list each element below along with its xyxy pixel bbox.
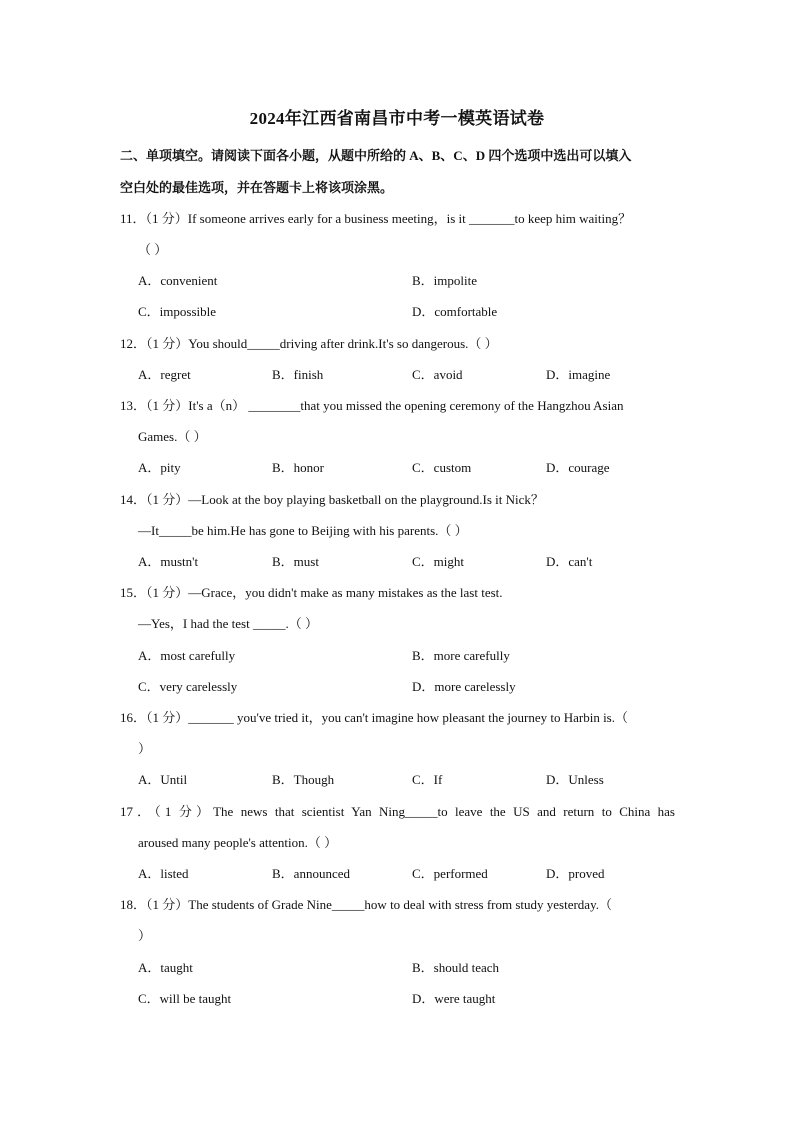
question-18-option-b: B．should teach (412, 960, 500, 975)
question-15-stem: 15．（1 分）—Grace，you didn't make as many mistakes as the last test. (120, 585, 503, 600)
question-14-option-d: D．can't (546, 554, 593, 569)
question-15-option-b: B．more carefully (412, 648, 510, 663)
question-16-continuation: ） (138, 741, 152, 756)
question-18-continuation: ） (138, 928, 152, 943)
question-11-continuation: （ ） (138, 242, 168, 257)
exam-title: 2024年江西省南昌市中考一模英语试卷 (249, 109, 545, 128)
question-15-option-c: C．very carelessly (138, 679, 238, 694)
question-14-option-c: C．might (412, 554, 465, 569)
question-13-option-a: A．pity (138, 460, 181, 475)
question-16-option-c: C．If (412, 772, 443, 787)
question-16-option-b: B．Though (272, 772, 335, 787)
question-16-stem: 16．（1 分）_______ you've tried it，you can't imagine how pleasant the journey to Harbin is.（ (120, 710, 628, 725)
question-14-option-b: B．must (272, 554, 319, 569)
question-17-continuation: aroused many people's attention.（ ） (138, 835, 338, 850)
question-18-stem: 18．（1 分）The students of Grade Nine_____how to deal with stress from study yesterday.（ (120, 897, 612, 912)
question-13-stem: 13．（1 分）It's a（n） ________that you missed the opening ceremony of the Hangzhou Asian (120, 398, 624, 413)
question-12-option-c: C．avoid (412, 367, 463, 382)
question-17-option-d: D．proved (546, 866, 605, 881)
question-16-option-d: D．Unless (546, 772, 604, 787)
question-14-stem: 14．（1 分）—Look at the boy playing basketball on the playground.Is it Nick？ (120, 492, 544, 507)
question-13-continuation: Games.（ ） (138, 429, 207, 444)
question-18-option-d: D．were taught (412, 991, 496, 1006)
question-14-continuation: —It_____be him.He has gone to Beijing with his parents.（ ） (138, 523, 468, 538)
section-instruction-line1: 二、单项填空。请阅读下面各小题，从题中所给的 A、B、C、D 四个选项中选出可以填入 (120, 148, 632, 163)
question-15-option-d: D．more carelessly (412, 679, 516, 694)
question-18-option-c: C．will be taught (138, 991, 232, 1006)
question-11-option-b: B．impolite (412, 273, 478, 288)
question-17-option-b: B．announced (272, 866, 350, 881)
question-12-option-b: B．finish (272, 367, 324, 382)
question-14-option-a: A．mustn't (138, 554, 199, 569)
question-18-option-a: A．taught (138, 960, 193, 975)
question-11-stem: 11．（1 分）If someone arrives early for a business meeting，is it _______to keep him waiting？ (120, 211, 632, 226)
question-13-option-c: C．custom (412, 460, 472, 475)
question-11-option-c: C．impossible (138, 304, 217, 319)
question-13-option-d: D．courage (546, 460, 610, 475)
question-12-stem: 12．（1 分）You should_____driving after drink.It's so dangerous.（ ） (120, 336, 498, 351)
question-11-option-d: D．comfortable (412, 304, 498, 319)
question-16-option-a: A．Until (138, 772, 188, 787)
question-17-option-c: C．performed (412, 866, 488, 881)
question-11-option-a: A．convenient (138, 273, 218, 288)
question-12-option-a: A．regret (138, 367, 191, 382)
question-12-option-d: D．imagine (546, 367, 611, 382)
question-13-option-b: B．honor (272, 460, 325, 475)
question-17-option-a: A．listed (138, 866, 189, 881)
question-15-continuation: —Yes，I had the test _____.（ ） (138, 616, 318, 631)
section-instruction-line2: 空白处的最佳选项，并在答题卡上将该项涂黑。 (120, 180, 394, 195)
question-15-option-a: A．most carefully (138, 648, 236, 663)
question-17-stem: 17．（1 分）The news that scientist Yan Ning_____to leave the US and return to China has (120, 804, 675, 819)
